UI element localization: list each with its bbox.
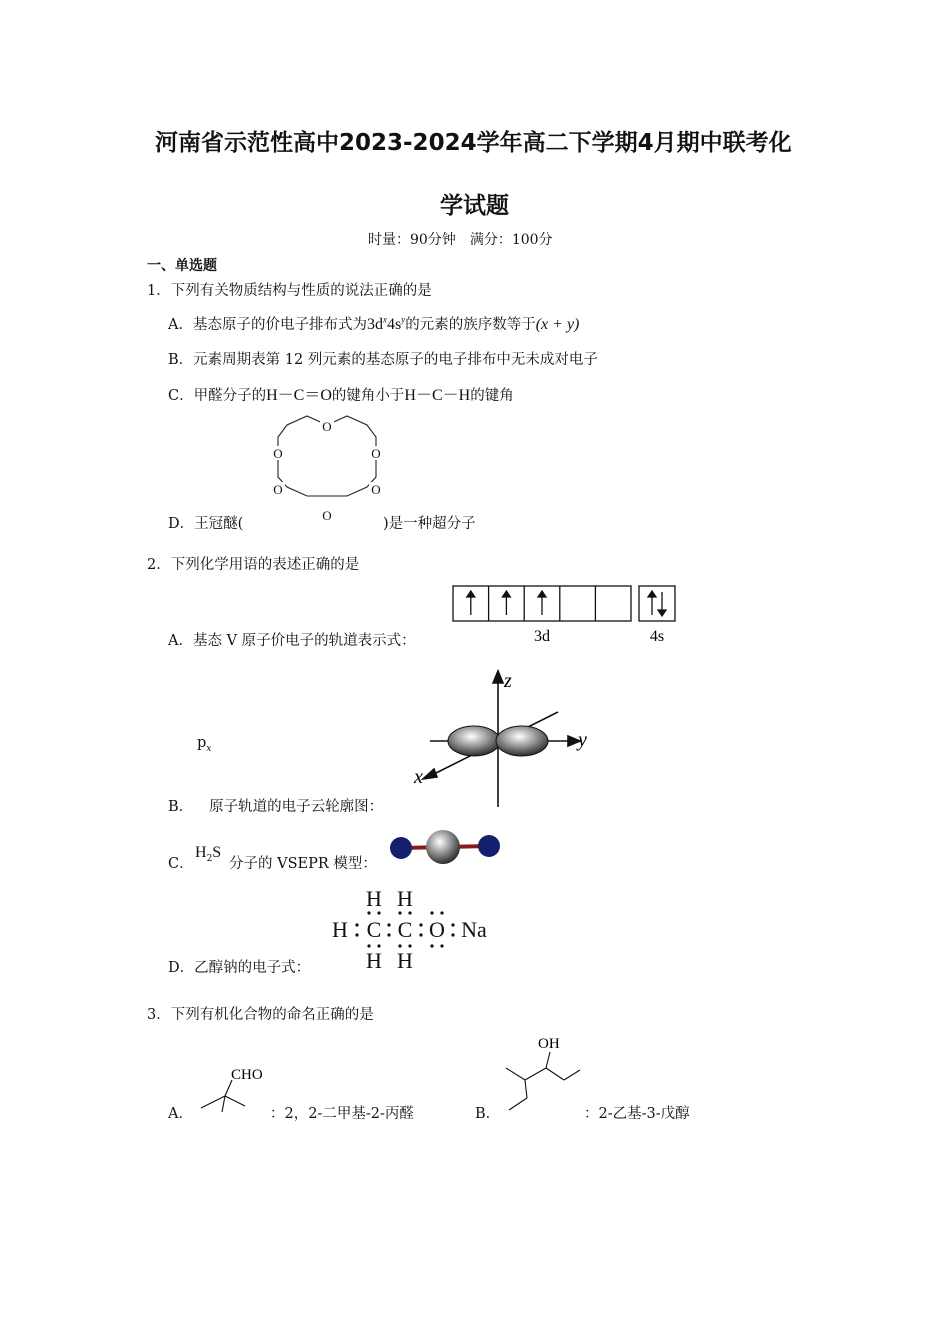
q2-b-orbital-symbol: $p_x$ (197, 735, 212, 754)
q3-a-group: CHO (231, 1067, 263, 1083)
svg-text:C: C (366, 917, 382, 942)
q2-option-c-label: C． (168, 856, 194, 872)
svg-text:H: H (397, 948, 413, 973)
question-3-stem: 3．下列有机化合物的命名正确的是 (147, 1007, 374, 1023)
q1-a-expr: (x + y) (535, 316, 580, 333)
q1-a-pre: 基态原子的价电子排布式为 (192, 317, 367, 333)
page-title-line1: 河南省示范性高中2023-2024学年高二下学期4月期中联考化 (155, 130, 792, 156)
q1-c-bond1: H－C＝O (266, 387, 332, 404)
q3-option-b-label: B． (475, 1106, 501, 1122)
q3-option-b-text: ：2-乙基-3-戊醇 (584, 1106, 690, 1122)
q1-a-formula: $3d^x4s^y$ (366, 314, 406, 333)
crown-o-6: O (322, 508, 332, 523)
q1-option-b: B．元素周期表第 12 列元素的基态原子的电子排布中无未成对电子 (168, 352, 598, 368)
q1-a-label: A． (168, 317, 193, 333)
q1-a-post: 的元素的族序数等于 (405, 317, 536, 333)
crown-o-2: O (273, 446, 283, 461)
orbital-box-diagram (448, 583, 684, 647)
q1-c-bond2: H－C－H (404, 387, 471, 404)
page-title-line2: 学试题 (440, 193, 509, 219)
crown-ether-structure (250, 412, 390, 530)
q1-option-d: D．王冠醚( (168, 516, 244, 532)
px-orbital-figure (410, 665, 610, 813)
vsepr-model (387, 826, 505, 868)
q2-a-text: 基态 V 原子价电子的轨道表示式： (192, 633, 416, 649)
q1-option-c: C．甲醛分子的H－C＝O的键角小于H－C－H的键角 (168, 387, 514, 404)
svg-text:H: H (366, 886, 382, 911)
svg-text:Na: Na (461, 917, 487, 942)
q2-b-text: 原子轨道的电子云轮廓图： (209, 799, 384, 815)
ethoxide-electron-formula (328, 884, 498, 974)
q1-d-post: )是一种超分子 (383, 516, 476, 532)
svg-text:O: O (429, 917, 445, 942)
q3-option-a-text: ：2，2-二甲基-2-丙醛 (270, 1106, 414, 1122)
question-2-stem: 2．下列化学用语的表述正确的是 (147, 557, 360, 573)
q1-b-text: 元素周期表第 12 列元素的基态原子的电子排布中无未成对电子 (193, 352, 598, 368)
crown-o-3: O (371, 446, 381, 461)
svg-text:C: C (397, 917, 413, 942)
q3-a-structure (195, 1062, 275, 1116)
q2-d-text: 乙醇钠的电子式： (194, 960, 311, 976)
label-3d: 3d (534, 628, 550, 645)
q2-c-text: 分子的 VSEPR 模型： (229, 856, 377, 872)
crown-o-5: O (371, 482, 381, 497)
svg-text:H: H (397, 886, 413, 911)
axis-y-label: y (578, 729, 587, 751)
q3-option-a-label: A． (168, 1106, 193, 1122)
axis-z-label: z (504, 670, 512, 692)
label-4s: 4s (649, 628, 665, 645)
q2-option-b: B． 原子轨道的电子云轮廓图： (168, 799, 384, 815)
exam-meta: 时量：90分钟 满分：100分 (368, 232, 553, 248)
q2-c-formula: $H_2S$ (195, 844, 222, 865)
crown-o-1: O (322, 419, 332, 434)
q1-option-a (168, 313, 579, 334)
axis-x-label: x (414, 766, 423, 788)
q2-option-d: D．乙醇钠的电子式： (168, 960, 311, 976)
q3-b-group: OH (538, 1036, 560, 1052)
q2-option-a: A．基态 V 原子价电子的轨道表示式： (168, 633, 416, 649)
svg-text:H: H (332, 917, 348, 942)
svg-text:H: H (366, 948, 382, 973)
section-heading: 一、单选题 (147, 258, 217, 274)
question-1-stem: 1．下列有关物质结构与性质的说法正确的是 (147, 283, 432, 299)
crown-o-4: O (273, 482, 283, 497)
q3-b-structure (500, 1030, 590, 1116)
